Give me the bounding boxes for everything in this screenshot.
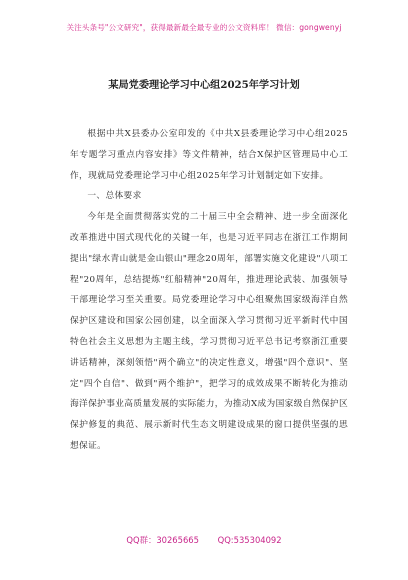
section-paragraph: 今年是全面贯彻落实党的二十届三中全会精神、进一步全面深化改革推进中国式现代化的关键一年，也是习近平同志在浙江工作期间提出"绿水青山就是金山银山"理念20周年，部署实施文化建设"八项工程"20周年，总结提炼"红船精神"20周年，推进理论武装、加强领导干部理论学习至关重要。局党委理论学习中心组聚焦国家级海洋自然保护区建设和国家公园创建，以全面深入学习贯彻习近平新时代中国特色社会主义思想为主题主线，学习贯彻习近平总书记考察浙江重要讲话精神，深刻领悟"两个确立"的决定性意义，增强"四个意识"、坚定"四个自信"、做到"两个维护"，把学习的成效成果不断转化为推动海洋保护事业高质量发展的实际能力，为推动X成为国家级自然保护区保护修复的典范、展示新时代生态文明建设成果的窗口提供坚强的思想保证。 <box>70 212 348 451</box>
section-heading-general-requirements: 一、总体要求 <box>87 191 142 202</box>
footer-qq-group: QQ群：30265665 <box>126 535 199 545</box>
document-title: 某局党委理论学习中心组2025年学习计划 <box>108 79 300 91</box>
footer-qq-number: QQ:535304092 <box>217 535 282 545</box>
document-body <box>70 124 348 457</box>
footer-contact <box>0 534 408 546</box>
header-promo-note: 关注头条号"公文研究"，获得最新最全最专业的公文资料库！ 微信：gongwenyj <box>66 23 342 32</box>
intro-paragraph: 根据中共X县委办公室印发的《中共X县委理论学习中心组2025年专题学习重点内容安排》等文件精神，结合X保护区管理局中心工作，现就局党委理论学习中心组2025年学习计划制定如下安排。 <box>70 129 348 181</box>
